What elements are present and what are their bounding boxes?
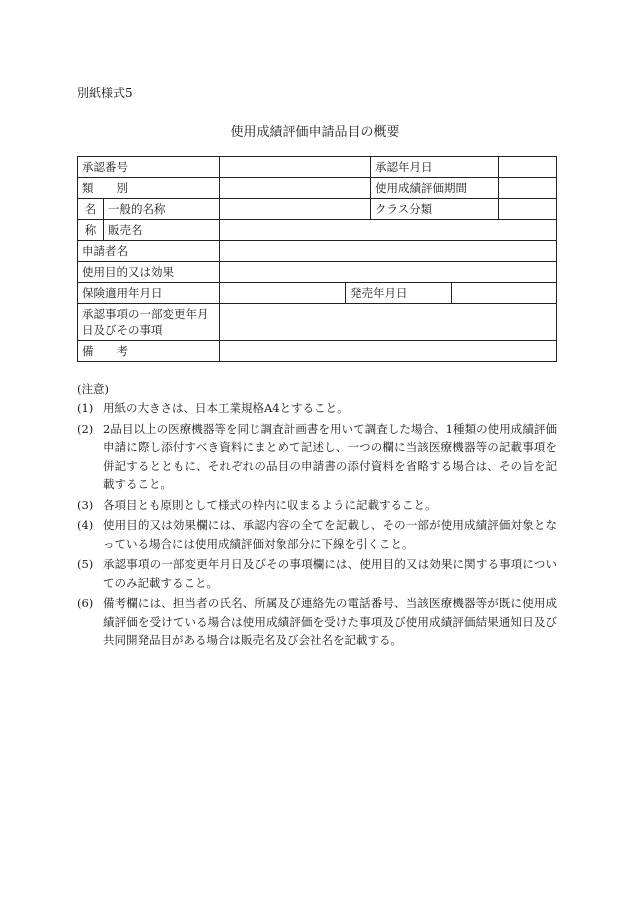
note-number: (2) — [77, 421, 94, 436]
remarks-field[interactable] — [220, 341, 557, 362]
note-item — [77, 594, 557, 650]
note-item — [77, 516, 557, 553]
note-number: (5) — [77, 557, 94, 571]
partial-change-label: 承認事項の一部変更年月日及びその事項 — [78, 304, 220, 341]
partial-change-field[interactable] — [220, 304, 557, 341]
brand-name-label: 販売名 — [104, 220, 220, 241]
brand-name-field[interactable] — [220, 220, 557, 241]
row-remarks — [78, 341, 557, 362]
form-id: 別紙様式5 — [77, 86, 133, 100]
note-number: (6) — [77, 596, 94, 610]
note-text: 使用目的又は効果欄には、承認内容の全てを記載し、その一部が使用成績評価対象となっている場合には使用成績評価対象部分に下線を引くこと。 — [103, 518, 557, 551]
insurance-date-label: 保険適用年月日 — [78, 283, 220, 304]
note-number: (3) — [77, 497, 94, 512]
note-item — [77, 420, 557, 494]
purpose-label: 使用目的又は効果 — [78, 262, 220, 283]
insurance-date-field[interactable] — [220, 283, 346, 304]
category-field[interactable] — [220, 178, 371, 199]
note-text: 各項目とも原則として様式の枠内に収まるように記載すること。 — [103, 497, 437, 512]
approval-number-label: 承認番号 — [78, 157, 220, 178]
note-number: (4) — [77, 518, 94, 532]
generic-name-field[interactable] — [220, 199, 371, 220]
applicant-name-field[interactable] — [220, 241, 557, 262]
application-summary-table — [77, 156, 557, 362]
evaluation-period-label: 使用成績評価期間 — [371, 178, 499, 199]
row-purpose — [78, 262, 557, 283]
notes-heading: (注意) — [77, 382, 109, 396]
note-text: 承認事項の一部変更年月日及びその事項欄には、使用目的又は効果に関する事項についてのみ記載すること。 — [103, 557, 557, 590]
note-number: (1) — [77, 401, 94, 415]
approval-date-field[interactable] — [499, 157, 557, 178]
row-category — [78, 178, 557, 199]
remarks-label: 備 考 — [78, 341, 220, 362]
row-brand-name — [78, 220, 557, 241]
purpose-field[interactable] — [220, 262, 557, 283]
release-date-field[interactable] — [452, 283, 557, 304]
document-title: 使用成績評価申請品目の概要 — [230, 125, 400, 140]
name-label-bottom: 称 — [78, 220, 104, 241]
note-text: 備考欄には、担当者の氏名、所属及び連絡先の電話番号、当該医療機器等が既に使用成績評価を受けている場合は使用成績評価を受けた事項及び使用成績評価結果通知日及び共同開発品目がある場合は販売名及び会社名を記載する。 — [103, 596, 557, 647]
row-generic-name — [78, 199, 557, 220]
row-dates — [78, 283, 557, 304]
row-applicant — [78, 241, 557, 262]
evaluation-period-field[interactable] — [499, 178, 557, 199]
row-approval — [78, 157, 557, 178]
approval-number-field[interactable] — [220, 157, 371, 178]
approval-date-label: 承認年月日 — [371, 157, 499, 178]
class-category-field[interactable] — [499, 199, 557, 220]
applicant-name-label: 申請者名 — [78, 241, 220, 262]
generic-name-label: 一般的名称 — [104, 199, 220, 220]
note-item — [77, 496, 557, 515]
row-partial-change — [78, 304, 557, 341]
notes-section — [77, 379, 557, 652]
category-label: 類 別 — [78, 178, 220, 199]
note-text: 2品目以上の医療機器等を同じ調査計画書を用いて調査した場合、1種類の使用成績評価申請に際し添付すべき資料にまとめて記述し、一つの欄に当該医療機器等の記載事項を併記するとともに、それぞれの品目の申請書の添付資料を省略する場合は、その旨を記載すること。 — [103, 421, 557, 491]
class-category-label: クラス分類 — [371, 199, 499, 220]
note-item — [77, 399, 557, 418]
note-text: 用紙の大きさは、日本工業規格A4とすること。 — [103, 401, 349, 415]
release-date-label: 発売年月日 — [346, 283, 452, 304]
name-label-top: 名 — [78, 199, 104, 220]
note-item — [77, 555, 557, 592]
